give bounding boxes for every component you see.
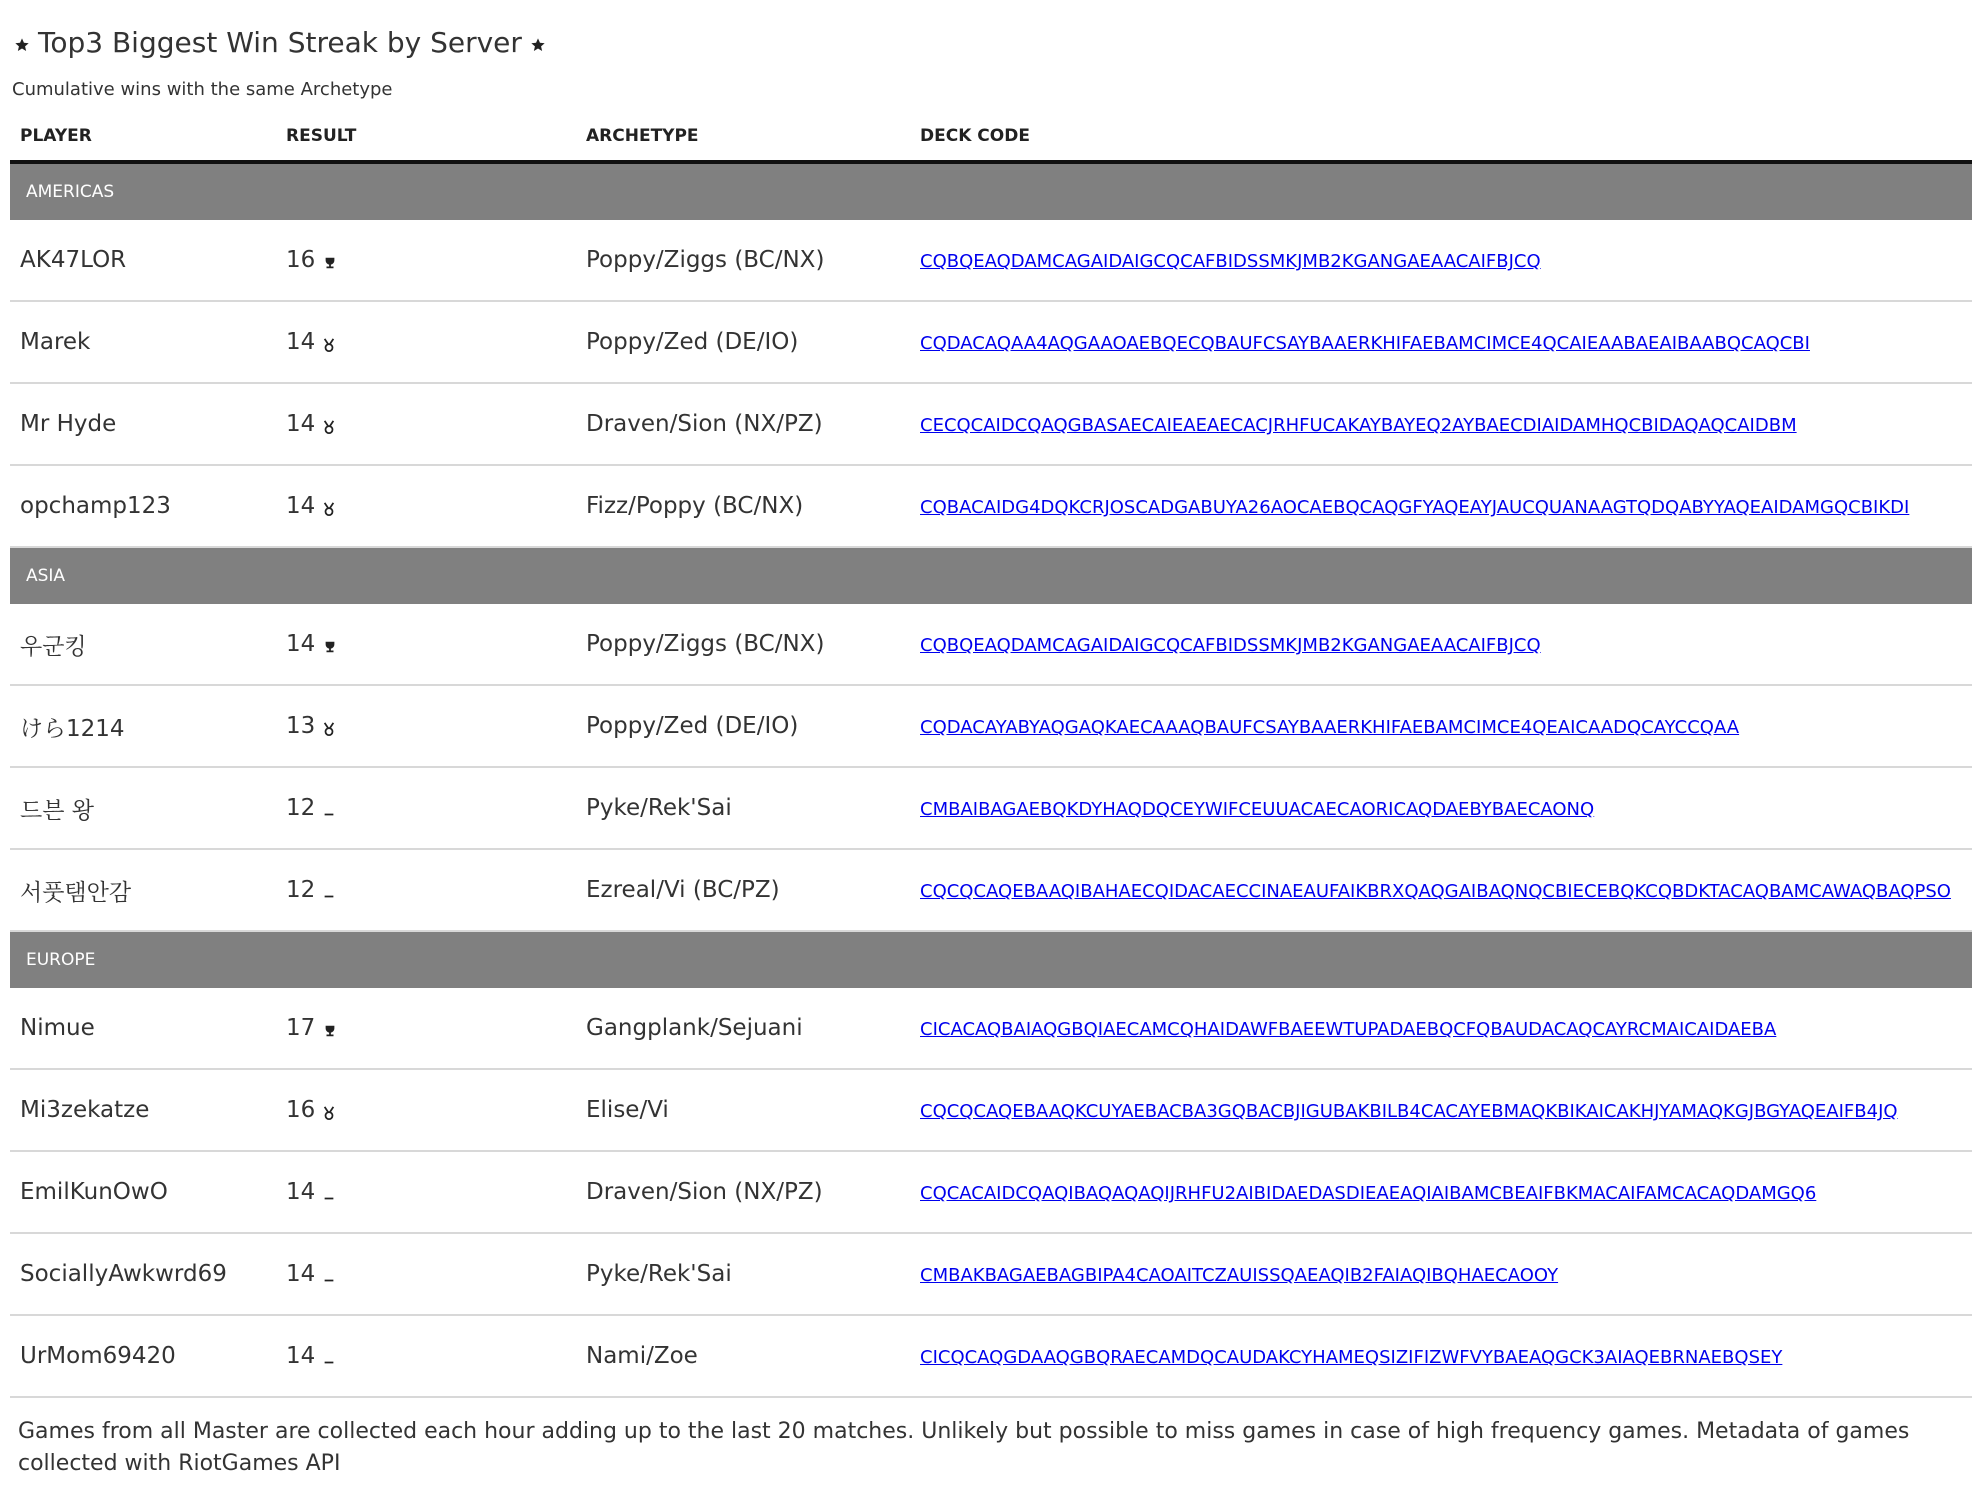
archetype-name: Poppy/Zed (DE/IO) [576,685,910,767]
result-cell [276,1233,576,1315]
table-row [10,220,1972,301]
table-row [10,301,1972,383]
result-value: 12 [286,795,316,821]
deck-code-link[interactable]: CQCQCAQEBAAQKCUYAEBACBA3GQBACBJIGUBAKBILB4CACAYEBMAQKBIKAICAKHJYAMAQKGJBGYAQEAIFB4JQ [920,1101,1898,1122]
trophy-icon [323,1018,337,1044]
deck-code-link[interactable]: CICACAQBAIAQGBQIAECAMCQHAIDAWFBAEEWTUPADAEBQCFQBAUDACAQCAYRCMAICAIDAEBA [920,1019,1777,1040]
deck-code-link[interactable]: CQCQCAQEBAAQIBAHAECQIDACAECCINAEAUFAIKBRXQAQGAIBAQNQCBIECEBQKCQBDKTACAQBAMCAWAQBAQPSO [920,881,1951,902]
group-label: ASIA [10,547,1972,604]
deck-code-cell [910,604,1972,685]
group-label: AMERICAS [10,162,1972,220]
deck-code-cell [910,1233,1972,1315]
result-cell [276,1315,576,1397]
table-row [10,1151,1972,1233]
table-body [10,162,1972,1397]
result-value: 14 [286,1261,316,1287]
deck-code-cell [910,220,1972,301]
table-row [10,767,1972,849]
deck-code-cell [910,383,1972,465]
dash-icon [323,1264,335,1290]
medal-icon [323,1100,335,1126]
trophy-icon [323,634,337,660]
result-cell [276,383,576,465]
result-cell [276,767,576,849]
table-header-row [10,112,1972,162]
group-row-europe [10,931,1972,988]
player-name: Mi3zekatze [10,1069,276,1151]
result-cell [276,301,576,383]
player-name: AK47LOR [10,220,276,301]
column-header-deck-code: DECK CODE [910,112,1972,162]
star-icon [14,37,30,53]
deck-code-link[interactable]: CQDACAYABYAQGAQKAECAAAQBAUFCSAYBAAERKHIFAEBAMCIMCE4QEAICAADQCAYCCQAA [920,717,1740,738]
archetype-name: Ezreal/Vi (BC/PZ) [576,849,910,931]
player-name: EmilKunOwO [10,1151,276,1233]
group-label: EUROPE [10,931,1972,988]
deck-code-cell [910,988,1972,1069]
medal-icon [323,332,335,358]
table-row [10,465,1972,547]
deck-code-cell [910,849,1972,931]
result-cell [276,465,576,547]
archetype-name: Poppy/Ziggs (BC/NX) [576,604,910,685]
player-name: けら1214 [10,685,276,767]
player-name: 드븐 왕 [10,767,276,849]
table-row [10,988,1972,1069]
page [0,22,1972,1480]
group-row-americas [10,162,1972,220]
archetype-name: Fizz/Poppy (BC/NX) [576,465,910,547]
result-value: 14 [286,631,316,657]
deck-code-cell [910,1151,1972,1233]
result-cell [276,220,576,301]
table-row [10,1233,1972,1315]
page-subtitle: Cumulative wins with the same Archetype [12,79,393,100]
result-value: 14 [286,411,316,437]
medal-icon [323,496,335,522]
result-value: 14 [286,493,316,519]
archetype-name: Gangplank/Sejuani [576,988,910,1069]
deck-code-link[interactable]: CICQCAQGDAAQGBQRAECAMDQCAUDAKCYHAMEQSIZIFIZWFVYBAEAQGCK3AIAQEBRNAEBQSEY [920,1347,1783,1368]
dash-icon [323,1182,335,1208]
player-name: UrMom69420 [10,1315,276,1397]
deck-code-link[interactable]: CMBAIBAGAEBQKDYHAQDQCEYWIFCEUUACAECAORICAQDAEBYBAECAONQ [920,799,1595,820]
table-row [10,604,1972,685]
player-name: Marek [10,301,276,383]
player-name: opchamp123 [10,465,276,547]
result-value: 13 [286,713,316,739]
player-name: Nimue [10,988,276,1069]
result-value: 14 [286,329,316,355]
deck-code-cell [910,301,1972,383]
deck-code-cell [910,1315,1972,1397]
player-name: Mr Hyde [10,383,276,465]
result-cell [276,685,576,767]
result-value: 16 [286,1097,316,1123]
table-row [10,849,1972,931]
deck-code-cell [910,465,1972,547]
dash-icon [323,880,335,906]
trophy-icon [323,250,337,276]
archetype-name: Nami/Zoe [576,1315,910,1397]
footer-note: Games from all Master are collected each hour adding up to the last 20 matches. Unlikely but possible to miss games in case of high frequency games. Metadata of games collected with RiotGames API [18,1419,1910,1476]
dash-icon [323,798,335,824]
deck-code-link[interactable]: CQDACAQAA4AQGAAOAEBQECQBAUFCSAYBAAERKHIFAEBAMCIMCE4QCAIEAABAEAIBAABQCAQCBI [920,333,1810,354]
column-header-player: PLAYER [10,112,276,162]
deck-code-link[interactable]: CQBACAIDG4DQKCRJOSCADGABUYA26AOCAEBQCAQGFYAQEAYJAUCQUANAAGTQDQABYYAQEAIDAMGQCBIKDI [920,497,1910,518]
archetype-name: Elise/Vi [576,1069,910,1151]
table-row [10,685,1972,767]
column-header-archetype: ARCHETYPE [576,112,910,162]
archetype-name: Poppy/Zed (DE/IO) [576,301,910,383]
result-value: 14 [286,1179,316,1205]
result-cell [276,604,576,685]
player-name: 우군킹 [10,604,276,685]
page-title-row [10,22,1962,62]
table-row [10,1069,1972,1151]
player-name: SociallyAwkwrd69 [10,1233,276,1315]
medal-icon [323,716,335,742]
player-name: 서풋탬안감 [10,849,276,931]
dash-icon [323,1346,335,1372]
result-cell [276,1151,576,1233]
archetype-name: Poppy/Ziggs (BC/NX) [576,220,910,301]
result-value: 12 [286,877,316,903]
star-icon [530,37,546,53]
win-streak-table [10,112,1972,1398]
column-header-result: RESULT [276,112,576,162]
table-row [10,383,1972,465]
result-value: 14 [286,1343,316,1369]
deck-code-link[interactable]: CQCACAIDCQAQIBAQAQAQIJRHFU2AIBIDAEDASDIEAEAQIAIBAMCBEAIFBKMACAIFAMCACAQDAMGQ6 [920,1183,1817,1204]
page-title: Top3 Biggest Win Streak by Server [38,25,522,59]
deck-code-link[interactable]: CQBQEAQDAMCAGAIDAIGCQCAFBIDSSMKJMB2KGANGAEAACAIFBJCQ [920,251,1541,272]
group-row-asia [10,547,1972,604]
archetype-name: Draven/Sion (NX/PZ) [576,383,910,465]
table-row [10,1315,1972,1397]
deck-code-link[interactable]: CQBQEAQDAMCAGAIDAIGCQCAFBIDSSMKJMB2KGANGAEAACAIFBJCQ [920,635,1541,656]
result-cell [276,988,576,1069]
archetype-name: Draven/Sion (NX/PZ) [576,1151,910,1233]
result-value: 17 [286,1015,316,1041]
archetype-name: Pyke/Rek'Sai [576,767,910,849]
result-cell [276,1069,576,1151]
deck-code-link[interactable]: CECQCAIDCQAQGBASAECAIEAEAECACJRHFUCAKAYBAYEQ2AYBAECDIAIDAMHQCBIDAQAQCAIDBM [920,415,1797,436]
result-cell [276,849,576,931]
deck-code-cell [910,767,1972,849]
archetype-name: Pyke/Rek'Sai [576,1233,910,1315]
deck-code-cell [910,685,1972,767]
result-value: 16 [286,247,316,273]
medal-icon [323,414,335,440]
deck-code-link[interactable]: CMBAKBAGAEBAGBIPA4CAOAITCZAUISSQAEAQIB2FAIAQIBQHAECAOOY [920,1265,1559,1286]
deck-code-cell [910,1069,1972,1151]
